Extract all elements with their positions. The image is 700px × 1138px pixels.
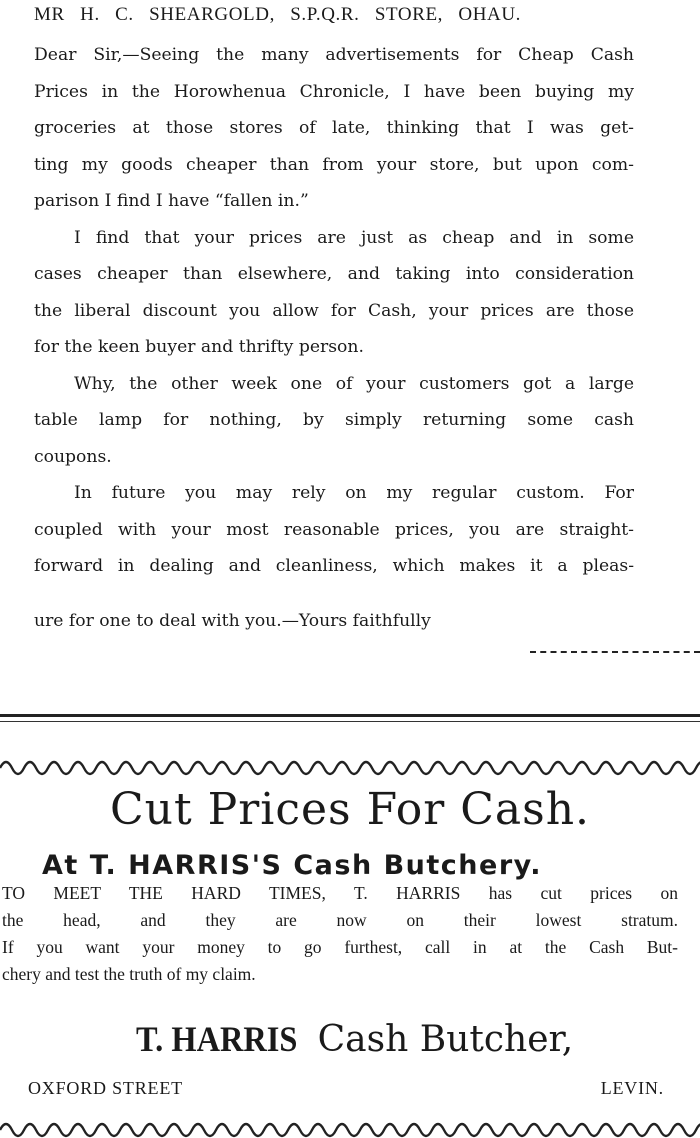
- wavy-border-top: [0, 752, 700, 780]
- letter-line: for the keen buyer and thrifty person.: [34, 337, 364, 357]
- letter-body: [34, 40, 634, 642]
- ad-signature: [0, 1018, 700, 1060]
- ad-body: [2, 880, 678, 988]
- ad-headline: Cut Prices For Cash.: [109, 784, 591, 835]
- ad-sign-trade: Cash Butcher,: [317, 1019, 574, 1060]
- ad-line: chery and test the truth of my claim.: [2, 964, 256, 984]
- letter-line: groceries at those stores of late, thinking that I was get-: [34, 118, 634, 138]
- letter-line: Dear Sir,—Seeing the many advertisements for Cheap Cash: [34, 45, 634, 65]
- letter-line: ure for one to deal with you.—Yours faithfully: [34, 610, 431, 631]
- letter-line: cases cheaper than elsewhere, and taking into consideration: [34, 264, 634, 284]
- ad-sign-name: T. HARRIS: [135, 1019, 298, 1059]
- letter-line: I find that your prices are just as cheap and in some: [74, 227, 634, 248]
- wavy-border-bottom: [0, 1114, 700, 1138]
- letter-line: coupons.: [34, 446, 112, 467]
- letter-line: In future you may rely on my regular custom. For: [74, 483, 634, 503]
- letter-line: parison I find I have “fallen in.”: [34, 191, 309, 211]
- letter-line: coupled with your most reasonable prices, you are straight-: [34, 519, 634, 540]
- ad-line: TO MEET THE HARD TIMES, T. HARRIS has cut prices on: [2, 883, 678, 903]
- letter-line: the liberal discount you allow for Cash, your prices are those: [34, 300, 634, 321]
- letter-line: Prices in the Horowhenua Chronicle, I have been buying my: [34, 81, 634, 102]
- ad-line: If you want your money to go furthest, call in at the Cash But-: [2, 937, 678, 957]
- signature-rule: [530, 651, 700, 653]
- ad-town: LEVIN.: [600, 1078, 664, 1098]
- ad-subheading: At T. HARRIS'S Cash Butchery.: [42, 850, 543, 881]
- letter-line: forward in dealing and cleanliness, which makes it a pleas-: [34, 556, 634, 576]
- letter-line: table lamp for nothing, by simply returning some cash: [34, 410, 634, 430]
- ad-address: OXFORD STREET: [28, 1078, 183, 1098]
- ad-line: the head, and they are now on their lowest stratum.: [2, 910, 678, 930]
- letter-line: ting my goods cheaper than from your store, but upon com-: [34, 154, 634, 175]
- letter-line: Why, the other week one of your customers got a large: [74, 373, 634, 394]
- column-divider: [0, 712, 700, 722]
- letter-heading: MR H. C. SHEARGOLD, S.P.Q.R. STORE, OHAU.: [34, 4, 522, 25]
